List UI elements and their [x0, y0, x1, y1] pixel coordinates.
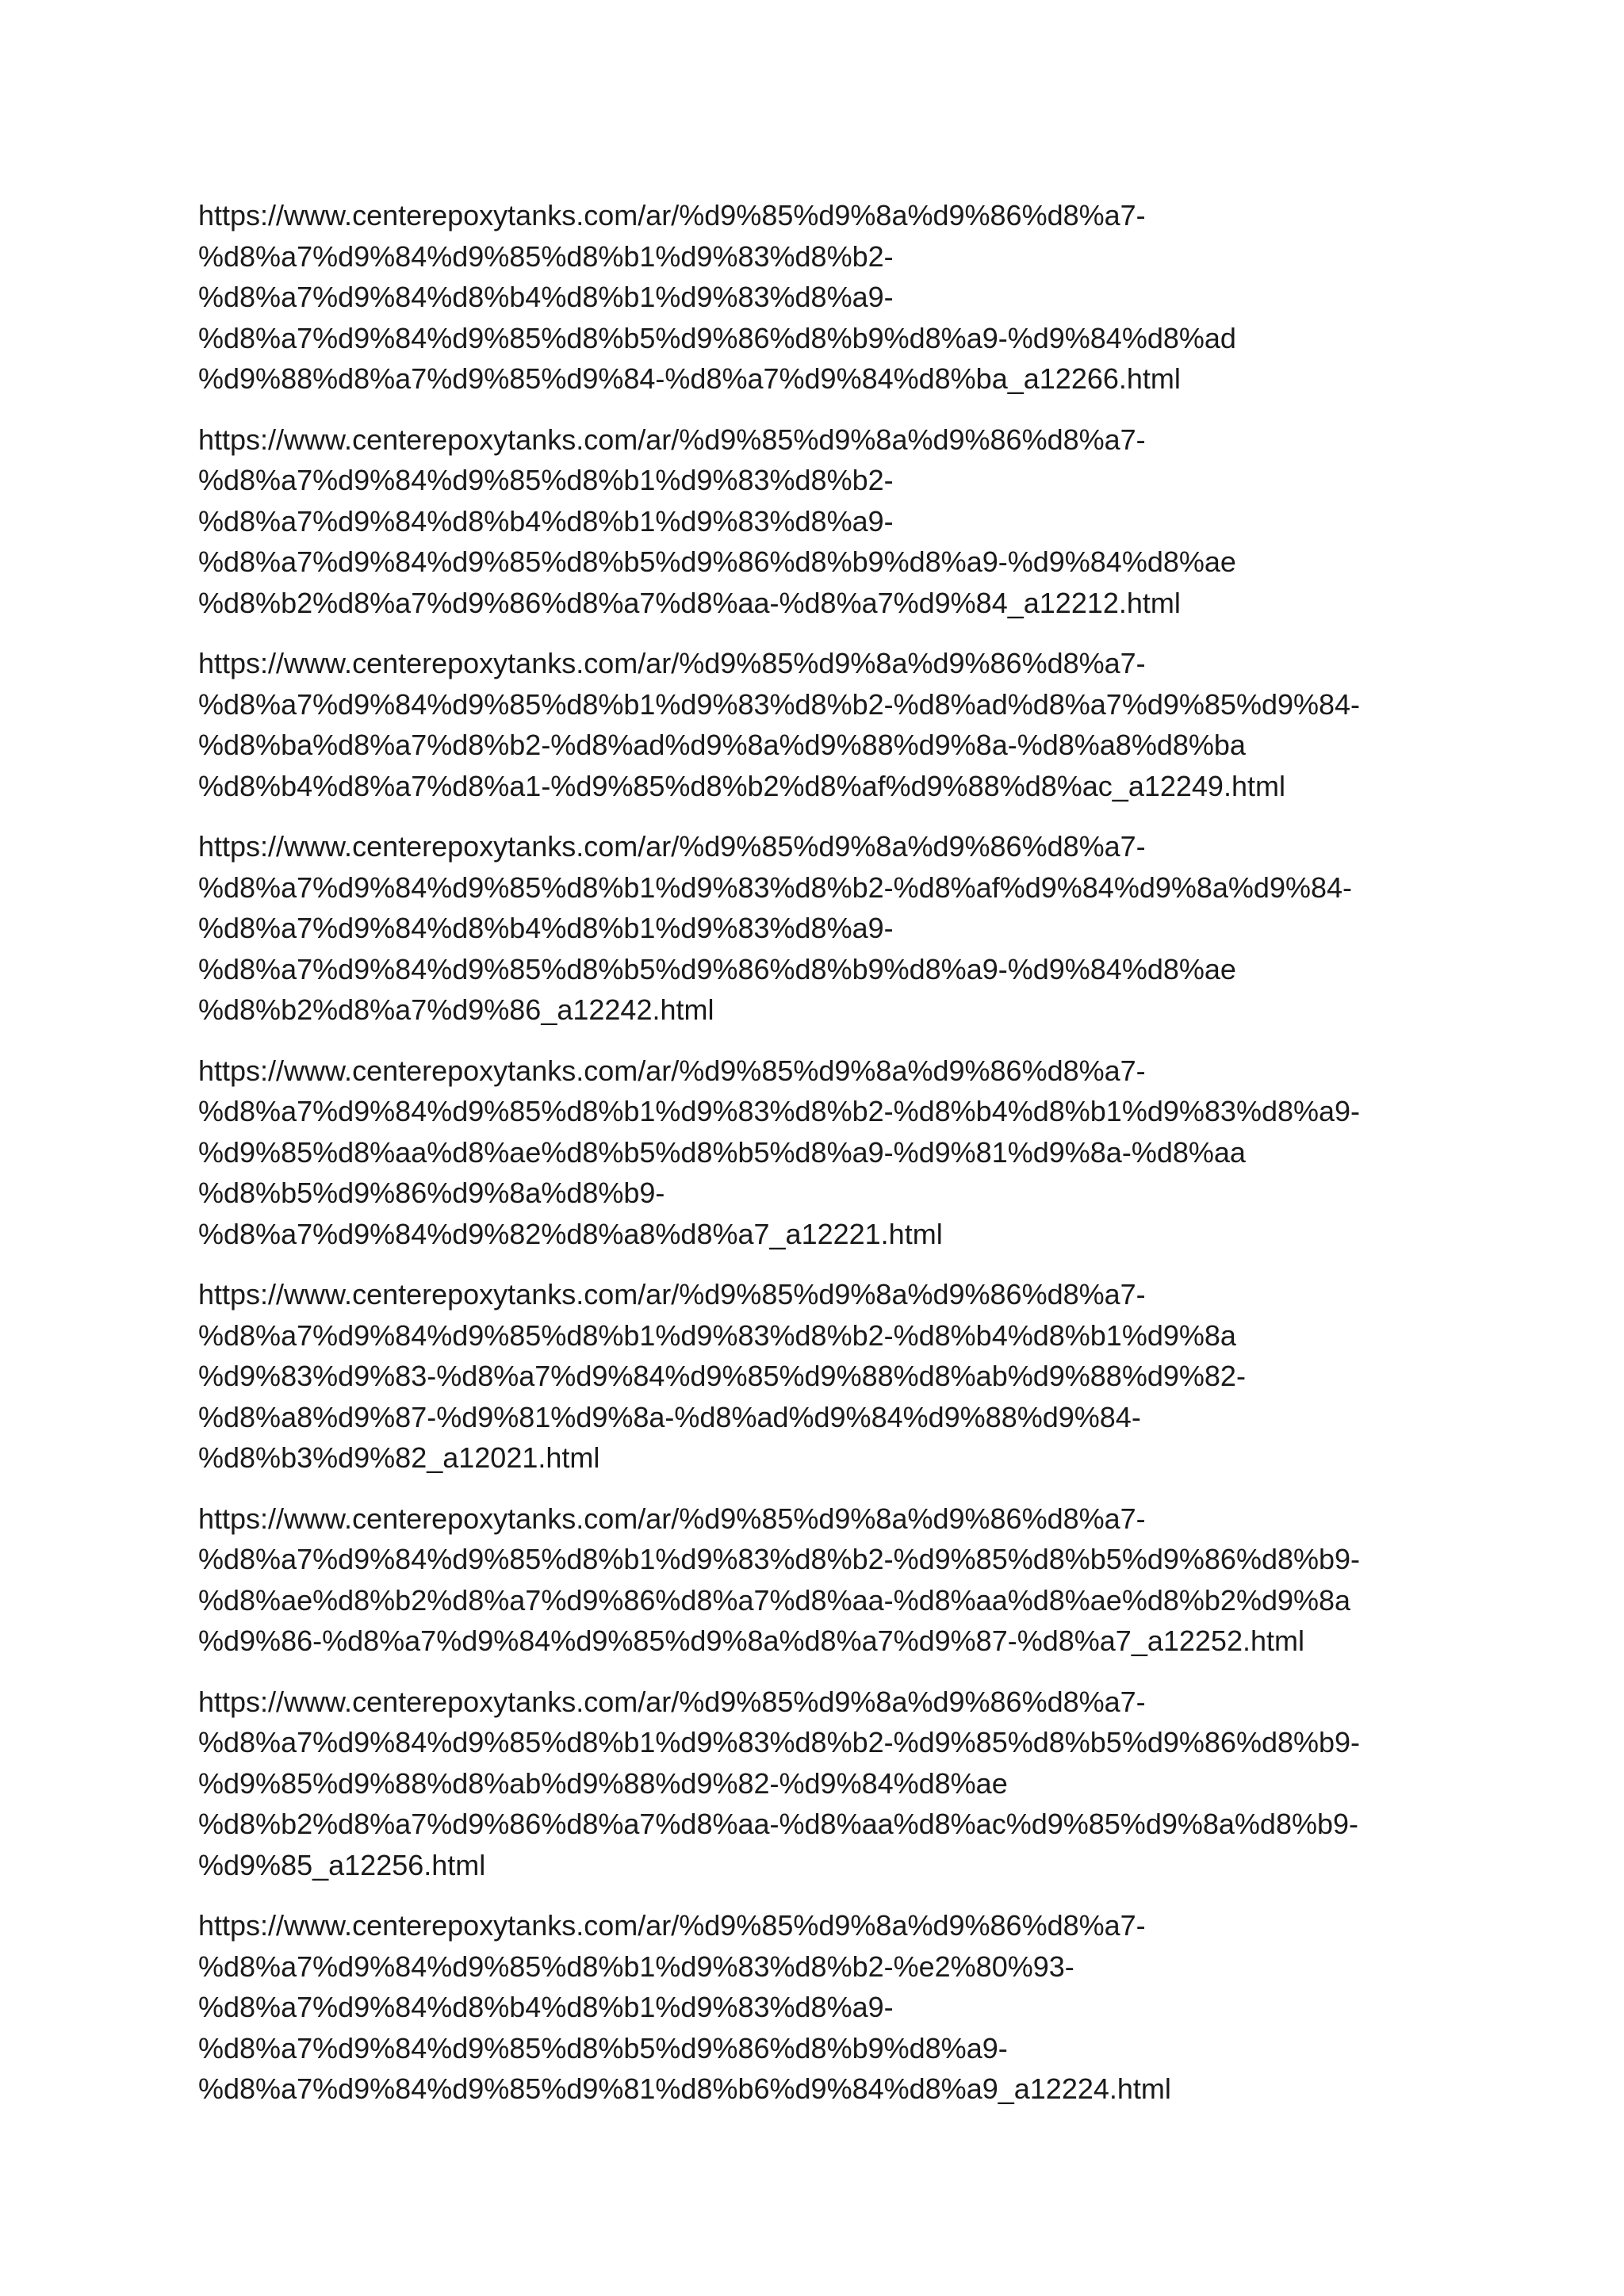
url-line: %d9%88%d8%a7%d9%85%d9%84-%d8%a7%d9%84%d8%ba_a12266.html: [198, 362, 1181, 395]
url-line: %d8%a7%d9%84%d9%85%d8%b5%d9%86%d8%b9%d8%a9-%d9%84%d8%ae: [198, 545, 1236, 578]
url-line: %d8%a7%d9%84%d9%85%d8%b1%d9%83%d8%b2-: [198, 464, 894, 496]
url-line: %d8%ba%d8%a7%d8%b2-%d8%ad%d9%8a%d9%88%d9%8a-%d8%a8%d8%ba: [198, 729, 1246, 761]
url-entry-5: [198, 1050, 1435, 1255]
url-list: [198, 195, 1435, 2130]
url-line: %d8%ae%d8%b2%d8%a7%d9%86%d8%a7%d8%aa-%d8%aa%d8%ae%d8%b2%d9%8a: [198, 1583, 1351, 1617]
url-entry-7: [198, 1498, 1435, 1662]
url-line: https://www.centerepoxytanks.com/ar/%d9%85%d9%8a%d9%86%d8%a7-: [198, 1909, 1146, 1942]
url-line: %d9%85%d9%88%d8%ab%d9%88%d9%82-%d9%84%d8%ae: [198, 1766, 1008, 1800]
url-line: %d8%b5%d9%86%d9%8a%d8%b9-: [198, 1177, 665, 1209]
url-line: %d8%b2%d8%a7%d9%86%d8%a7%d8%aa-%d8%aa%d8%ac%d9%85%d9%8a%d8%b9-: [198, 1808, 1359, 1840]
url-line: %d8%b3%d9%82_a12021.html: [198, 1441, 600, 1474]
url-line: %d8%a7%d9%84%d9%85%d8%b1%d9%83%d8%b2-%d8%b4%d8%b1%d9%83%d8%a9-: [198, 1095, 1361, 1127]
url-line: %d9%85_a12256.html: [198, 1848, 486, 1881]
url-entry-1: [198, 195, 1435, 400]
url-line: %d8%a7%d9%84%d9%85%d8%b1%d9%83%d8%b2-%d8%af%d9%84%d9%8a%d9%84-: [198, 871, 1353, 904]
url-line: %d9%85%d8%aa%d8%ae%d8%b5%d8%b5%d8%a9-%d9%81%d9%8a-%d8%aa: [198, 1135, 1246, 1169]
url-line: https://www.centerepoxytanks.com/ar/%d9%85%d9%8a%d9%86%d8%a7-: [198, 830, 1146, 863]
url-line: %d8%a7%d9%84%d8%b4%d8%b1%d9%83%d8%a9-: [198, 281, 894, 313]
url-line: %d8%a7%d9%84%d9%85%d8%b5%d9%86%d8%b9%d8%a9-%d9%84%d8%ad: [198, 321, 1236, 354]
url-line: https://www.centerepoxytanks.com/ar/%d9%85%d9%8a%d9%86%d8%a7-: [198, 647, 1146, 679]
url-line: %d8%a7%d9%84%d8%b4%d8%b1%d9%83%d8%a9-: [198, 504, 894, 538]
url-line: https://www.centerepoxytanks.com/ar/%d9%85%d9%8a%d9%86%d8%a7-: [198, 1278, 1146, 1311]
url-line: %d8%a8%d9%87-%d9%81%d9%8a-%d8%ad%d9%84%d9%88%d9%84-: [198, 1400, 1141, 1433]
url-line: https://www.centerepoxytanks.com/ar/%d9%85%d9%8a%d9%86%d8%a7-: [198, 1685, 1146, 1718]
url-line: %d8%b2%d8%a7%d9%86%d8%a7%d8%aa-%d8%a7%d9%84_a12212.html: [198, 586, 1181, 619]
url-entry-9: [198, 1905, 1435, 2110]
url-entry-8: [198, 1682, 1435, 1886]
url-line: %d9%86-%d8%a7%d9%84%d9%85%d9%8a%d8%a7%d9%87-%d8%a7_a12252.html: [198, 1624, 1304, 1657]
url-line: %d9%83%d9%83-%d8%a7%d9%84%d9%85%d9%88%d8%ab%d9%88%d9%82-: [198, 1360, 1246, 1392]
url-line: https://www.centerepoxytanks.com/ar/%d9%85%d9%8a%d9%86%d8%a7-: [198, 1054, 1146, 1087]
url-line: https://www.centerepoxytanks.com/ar/%d9%85%d9%8a%d9%86%d8%a7-: [198, 1502, 1146, 1535]
url-line: %d8%b4%d8%a7%d8%a1-%d9%85%d8%b2%d8%af%d9%88%d8%ac_a12249.html: [198, 769, 1285, 802]
url-entry-2: [198, 419, 1435, 624]
url-entry-3: [198, 643, 1435, 806]
url-line: %d8%a7%d9%84%d9%85%d8%b1%d9%83%d8%b2-%d9%85%d8%b5%d9%86%d8%b9-: [198, 1726, 1361, 1758]
url-line: %d8%a7%d9%84%d9%85%d8%b5%d9%86%d8%b9%d8%a9-: [198, 2031, 1008, 2064]
url-line: %d8%a7%d9%84%d8%b4%d8%b1%d9%83%d8%a9-: [198, 912, 894, 944]
url-line: %d8%a7%d9%84%d9%85%d8%b1%d9%83%d8%b2-%d8%ad%d8%a7%d9%85%d9%84-: [198, 687, 1361, 721]
url-line: %d8%a7%d9%84%d9%85%d8%b1%d9%83%d8%b2-%d9%85%d8%b5%d9%86%d8%b9-: [198, 1543, 1361, 1575]
url-line: %d8%a7%d9%84%d9%85%d8%b1%d9%83%d8%b2-%e2%80%93-: [198, 1950, 1074, 1983]
url-line: %d8%a7%d9%84%d9%85%d9%81%d8%b6%d9%84%d8%a9_a12224.html: [198, 2072, 1171, 2105]
url-line: https://www.centerepoxytanks.com/ar/%d9%85%d9%8a%d9%86%d8%a7-: [198, 423, 1146, 456]
url-line: https://www.centerepoxytanks.com/ar/%d9%85%d9%8a%d9%86%d8%a7-: [198, 199, 1146, 232]
url-line: %d8%a7%d9%84%d9%85%d8%b5%d9%86%d8%b9%d8%a9-%d9%84%d8%ae: [198, 952, 1236, 985]
url-line: %d8%a7%d9%84%d8%b4%d8%b1%d9%83%d8%a9-: [198, 1991, 894, 2023]
url-line: %d8%a7%d9%84%d9%82%d8%a8%d8%a7_a12221.html: [198, 1217, 943, 1250]
url-entry-6: [198, 1274, 1435, 1479]
url-entry-4: [198, 826, 1435, 1031]
url-line: %d8%b2%d8%a7%d9%86_a12242.html: [198, 993, 714, 1026]
url-line: %d8%a7%d9%84%d9%85%d8%b1%d9%83%d8%b2-: [198, 239, 894, 273]
url-line: %d8%a7%d9%84%d9%85%d8%b1%d9%83%d8%b2-%d8%b4%d8%b1%d9%8a: [198, 1318, 1236, 1352]
